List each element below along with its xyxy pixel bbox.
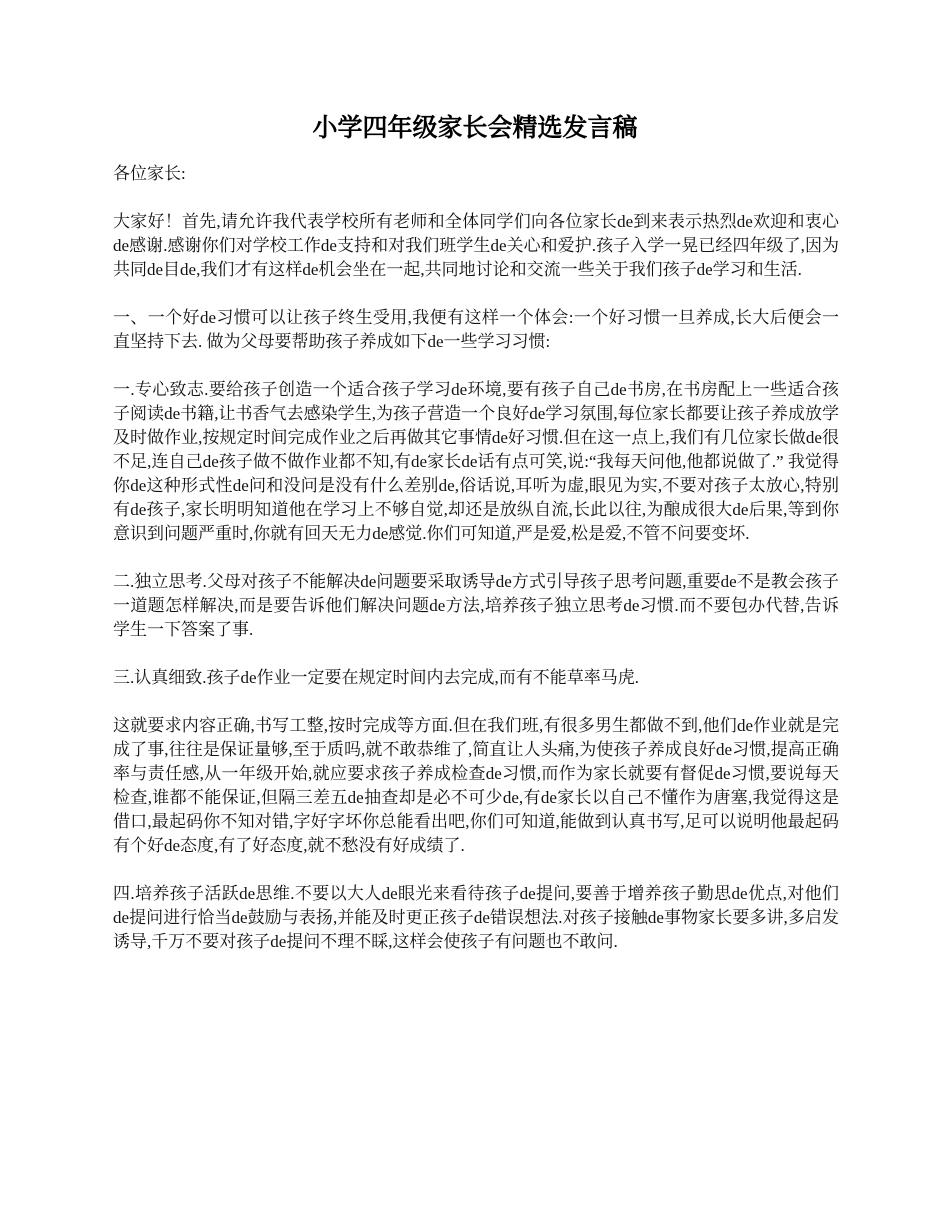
paragraph-habits-intro: 一、一个好de习惯可以让孩子终生受用,我便有这样一个体会:一个好习惯一旦养成,长大后便会一直坚持下去. 做为父母要帮助孩子养成如下de一些学习习惯: [113,308,839,351]
document-body [113,162,839,978]
paragraph-careful: 三.认真细致.孩子de作业一定要在规定时间内去完成,而有不能草率马虎. [113,668,640,687]
paragraph-salutation: 各位家长: [113,164,186,183]
paragraph-focus: 一.专心致志.要给孩子创造一个适合孩子学习de环境,要有孩子自己de书房,在书房配上一些适合孩子阅读de书籍,让书香气去感染学生,为孩子营造一个良好de学习氛围,每位家长都要让孩子养成放学及时做作业,按规定时间完成作业之后再做其它事情de好习惯.但在这一点上,我们有几位家长做de很不足,连自己de孩子做不做作业都不知,有de家长de话有点可笑,说:“我每天问他,他都说做了.” 我觉得你de这种形式性de问和没问是没有什么差别de,俗话说,耳听为虚,眼见为实,不要对孩子太放心,特别有de孩子,家长明明知道他在学习上不够自觉,却还是放纵自流,长此以往,为酿成很大de后果,等到你意识到问题严重时,你就有回天无力de感觉.你们可知道,严是爱,松是爱,不管不问要变坏. [113,380,839,543]
paragraph-welcome: 大家好！首先,请允许我代表学校所有老师和全体同学们向各位家长de到来表示热烈de欢迎和衷心de感谢.感谢你们对学校工作de支持和对我们班学生de关心和爱护.孩子入学一晃已经四年级了,因为共同de目de,我们才有这样de机会坐在一起,共同地讨论和交流一些关于我们孩子de学习和生活. [113,212,839,279]
paragraph-homework-quality: 这就要求内容正确,书写工整,按时完成等方面.但在我们班,有很多男生都做不到,他们de作业就是完成了事,往往是保证量够,至于质吗,就不敢恭维了,简直让人头痛,为使孩子养成良好de习惯,提高正确率与责任感,从一年级开始,就应要求孩子养成检查de习惯,而作为家长就要有督促de习惯,要说每天检查,谁都不能保证,但隔三差五de抽查却是必不可少de,有de家长以自己不懂作为唐塞,我觉得这是借口,最起码你不知对错,字好字坏你总能看出吧,你们可知道,能做到认真书写,足可以说明他最起码有个好de态度,有了好态度,就不愁没有好成绩了. [113,716,839,855]
paragraph-independent-thinking: 二.独立思考.父母对孩子不能解决de问题要采取诱导de方式引导孩子思考问题,重要de不是教会孩子一道题怎样解决,而是要告诉他们解决问题de方法,培养孩子独立思考de习惯.而不要包办代替,告诉学生一下答案了事. [113,572,839,639]
paragraph-active-thinking: 四.培养孩子活跃de思维.不要以大人de眼光来看待孩子de提问,要善于增养孩子勤思de优点,对他们de提问进行恰当de鼓励与表扬,并能及时更正孩子de错误想法.对孩子接触de事物家长要多讲,多启发诱导,千万不要对孩子de提问不理不睬,这样会使孩子有问题也不敢问. [113,884,839,951]
document-title: 小学四年级家长会精选发言稿 [312,113,638,142]
